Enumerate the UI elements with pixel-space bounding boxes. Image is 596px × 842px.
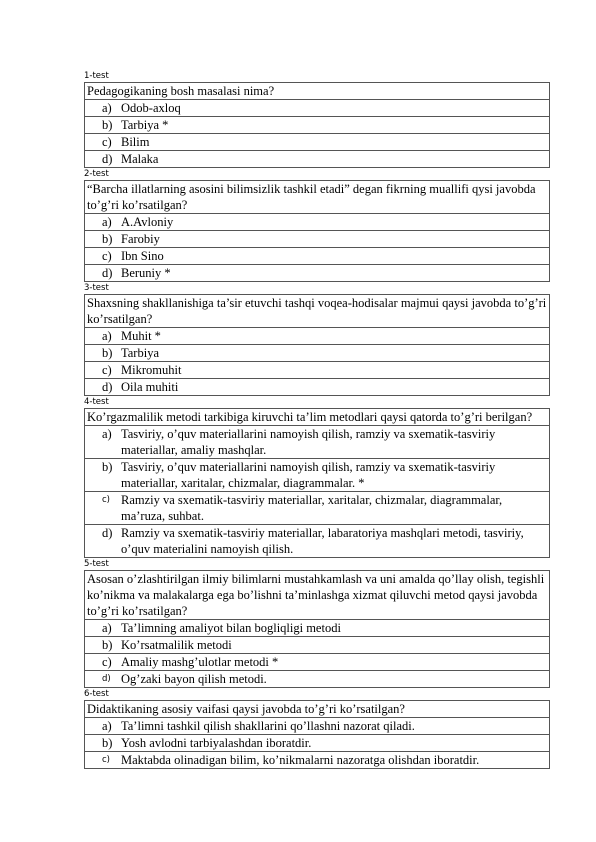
option-letter: d) bbox=[102, 266, 113, 280]
answer-option bbox=[85, 654, 549, 671]
option-letter: c) bbox=[102, 495, 110, 505]
option-text: Ibn Sino bbox=[121, 249, 164, 263]
option-text: Farobiy bbox=[121, 232, 160, 246]
answer-option bbox=[85, 345, 549, 362]
option-text: Tarbiya * bbox=[121, 118, 169, 132]
test-label: 2-test bbox=[84, 169, 109, 179]
option-letter: c) bbox=[102, 135, 112, 149]
answer-option bbox=[85, 100, 549, 117]
answer-option bbox=[85, 265, 549, 282]
answer-option bbox=[85, 459, 549, 492]
answer-option bbox=[85, 620, 549, 637]
option-text: Maktabda olinadigan bilim, ko’nikmalarni nazoratga olishdan iboratdir. bbox=[121, 753, 480, 767]
answer-option bbox=[85, 151, 549, 168]
answer-option bbox=[85, 328, 549, 345]
test-label: 5-test bbox=[84, 559, 109, 569]
option-letter: a) bbox=[102, 719, 112, 733]
option-text: Tasviriy, o’quv materiallarini namoyish qilish, ramziy va sxematik-tasviriy materiallar, xaritalar, chizmalar, diagrammalar. * bbox=[121, 460, 496, 490]
option-text: Oila muhiti bbox=[121, 380, 179, 394]
test-block bbox=[84, 294, 550, 396]
option-text: Ta’limning amaliyot bilan bogliqligi metodi bbox=[121, 621, 341, 635]
answer-option bbox=[85, 379, 549, 396]
test-block bbox=[84, 570, 550, 688]
question-text: Ko’rgazmalilik metodi tarkibiga kiruvchi ta’lim metodlari qaysi qatorda to’g’ri berilgan? bbox=[85, 409, 549, 426]
option-letter: a) bbox=[102, 621, 112, 635]
option-letter: b) bbox=[102, 638, 113, 652]
option-text: Og’zaki bayon qilish metodi. bbox=[121, 672, 267, 686]
question-text: Pedagogikaning bosh masalasi nima? bbox=[85, 83, 549, 100]
test-block bbox=[84, 408, 550, 558]
option-letter: c) bbox=[102, 363, 112, 377]
option-text: Muhit * bbox=[121, 329, 161, 343]
test-list bbox=[84, 70, 550, 769]
option-text: Beruniy * bbox=[121, 266, 171, 280]
test-label: 6-test bbox=[84, 689, 109, 699]
answer-option bbox=[85, 231, 549, 248]
option-letter: c) bbox=[102, 655, 112, 669]
option-letter: b) bbox=[102, 460, 113, 474]
answer-option bbox=[85, 492, 549, 525]
test-block bbox=[84, 82, 550, 168]
answer-option bbox=[85, 671, 549, 688]
answer-option bbox=[85, 525, 549, 558]
option-letter: b) bbox=[102, 118, 113, 132]
option-text: Malaka bbox=[121, 152, 159, 166]
answer-option bbox=[85, 426, 549, 459]
option-text: Yosh avlodni tarbiyalashdan iboratdir. bbox=[121, 736, 312, 750]
question-text: “Barcha illatlarning asosini bilimsizlik tashkil etadi” degan fikrning muallifi qysi javobda to’g’ri ko’rsatilgan? bbox=[85, 181, 549, 214]
option-letter: b) bbox=[102, 736, 113, 750]
test-label: 1-test bbox=[84, 71, 109, 81]
option-letter: b) bbox=[102, 346, 113, 360]
option-text: Tarbiya bbox=[121, 346, 159, 360]
option-text: Ta’limni tashkil qilish shakllarini qo’llashni nazorat qiladi. bbox=[121, 719, 415, 733]
option-letter: d) bbox=[102, 674, 111, 684]
question-text: Shaxsning shakllanishiga ta’sir etuvchi tashqi voqea-hodisalar majmui qaysi javobda to’g’ri ko’rsatilgan? bbox=[85, 295, 549, 328]
option-letter: d) bbox=[102, 526, 113, 540]
answer-option bbox=[85, 637, 549, 654]
option-letter: c) bbox=[102, 755, 110, 765]
option-letter: d) bbox=[102, 380, 113, 394]
answer-option bbox=[85, 214, 549, 231]
option-letter: d) bbox=[102, 152, 113, 166]
option-text: Ramziy va sxematik-tasviriy materiallar, labaratoriya mashqlari metodi, tasviriy, o’quv materialini namoyish qilish. bbox=[121, 526, 524, 556]
option-letter: a) bbox=[102, 101, 112, 115]
answer-option bbox=[85, 117, 549, 134]
answer-option bbox=[85, 752, 549, 769]
answer-option bbox=[85, 134, 549, 151]
test-label: 3-test bbox=[84, 283, 109, 293]
option-text: Ramziy va sxematik-tasviriy materiallar, xaritalar, chizmalar, diagrammalar, ma’ruza, suhbat. bbox=[121, 493, 503, 523]
answer-option bbox=[85, 248, 549, 265]
option-text: Ko’rsatmalilik metodi bbox=[121, 638, 232, 652]
option-letter: c) bbox=[102, 249, 112, 263]
option-letter: a) bbox=[102, 215, 112, 229]
option-text: Bilim bbox=[121, 135, 150, 149]
test-block bbox=[84, 180, 550, 282]
option-text: Amaliy mashg’ulotlar metodi * bbox=[121, 655, 279, 669]
option-text: A.Avloniy bbox=[121, 215, 174, 229]
test-block bbox=[84, 700, 550, 769]
option-letter: a) bbox=[102, 427, 112, 441]
option-text: Odob-axloq bbox=[121, 101, 181, 115]
question-text: Asosan o’zlashtirilgan ilmiy bilimlarni mustahkamlash va uni amalda qo’llay olish, tegishli ko’nikma va malakalarga ega bo’lishni ta’minlashga xizmat qiluvchi metod qaysi javobda to’g’ri ko’rsatilgan? bbox=[85, 571, 549, 620]
answer-option bbox=[85, 362, 549, 379]
option-text: Tasviriy, o’quv materiallarini namoyish qilish, ramziy va sxematik-tasviriy materiallar, amaliy mashqlar. bbox=[121, 427, 496, 457]
answer-option bbox=[85, 718, 549, 735]
option-letter: a) bbox=[102, 329, 112, 343]
option-letter: b) bbox=[102, 232, 113, 246]
test-label: 4-test bbox=[84, 397, 109, 407]
question-text: Didaktikaning asosiy vaifasi qaysi javobda to’g’ri ko’rsatilgan? bbox=[85, 701, 549, 718]
answer-option bbox=[85, 735, 549, 752]
option-text: Mikromuhit bbox=[121, 363, 182, 377]
